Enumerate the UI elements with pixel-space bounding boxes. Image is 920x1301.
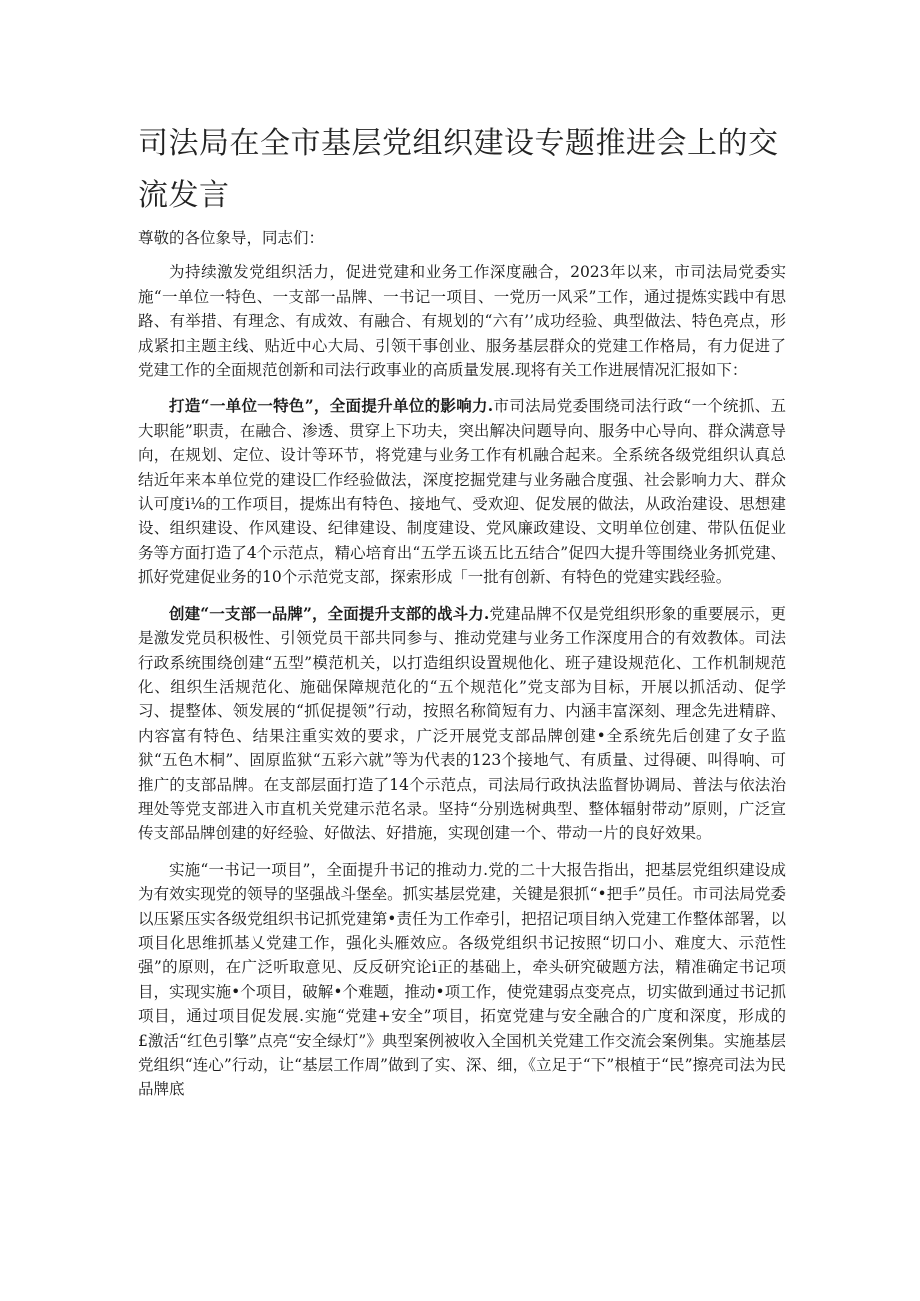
paragraph-unit-feature	[138, 394, 786, 589]
paragraph-secretary-project	[138, 858, 786, 1102]
paragraph-lead: 创建“一支部一品牌”，全面提升支部的战斗力.	[169, 603, 490, 623]
paragraph-text: 市司法局党委围绕司法行政“一个统抓、五大职能”职责，在融合、渗透、贯穿上下功夫，突出解决问题导向、服务中心导向、群众满意导向，在规划、定位、设计等环节，将党建与业务工作有机融合起来。全系统各级党组织认真总结近年来本单位党的建设匚作经验做法，深度挖掘党建与业务融合度强、社会影响力大、群众认可度i⅛的工作项目，提炼出有特色、接地气、受欢迎、促发展的做法，从政治建设、思想建设、组织建设、作风建设、纪律建设、制度建设、党风廉政建设、文明单位创建、带队伍促业务等方面打造了4个示范点，精心培育出“五学五谈五比五结合”促四大提升等围绕业务抓党建、抓好党建促业务的10个示范党支部，探索形成「一批有创新、有特色的党建实践经验。	[138, 397, 786, 587]
document-title: 司法局在全市基层党组织建设专题推进会上的交流发言	[138, 126, 779, 213]
salutation: 尊敬的各位象导，同志们：	[138, 229, 325, 247]
paragraph-lead: 打造“一单位一特色”，全面提升单位的影响力.	[169, 396, 494, 416]
paragraph-intro	[138, 260, 786, 382]
paragraph-text: 为持续激发党组织活力，促进党建和业务工作深度融合，2023年以来，市司法局党委实施“一单位一特色、一支部一品牌、一书记一项目、一党历一风采”工作，通过提炼实践中有思路、有举措、有理念、有成效、有融合、有规划的“六有’’成功经验、典型做法、特色亮点，形成紧扣主题主线、贴近中心大局、引领干事创业、服务基层群众的党建工作格局，有力促进了党建工作的全面规范创新和司法行政事业的高质量发展.现将有关工作进展情况汇报如下：	[138, 263, 786, 380]
paragraph-text: 实施“一书记一项目”，全面提升书记的推动力.党的二十大报告指出，把基层党组织建设成为有效实现党的领导的坚强战斗堡垒。抓实基层党建，关键是狠抓“•把手”员任。市司法局党委以压紧压实各级党组织书记抓党建第•责任为工作牵引，把招记项目纳入党建工作整体部署，以项目化思维抓基乂党建工作，强化头雁效应。各级党组织书记按照“切口小、难度大、示范性强”的原则，在广泛听取意见、反反研究论i正的基础上，牵头研究破题方法，精准确定书记项目，实现实施•个项目，破解•个难题，推动•项工作，使党建弱点变亮点，切实做到通过书记抓项目，通过项目促发展.实施“党建+安全”项目，拓宽党建与安全融合的广度和深度，形成的£激活“红色引擎”点亮“安全绿灯”》典型案例被收入全国机关党建工作交流会案例集。实施基层党组织“连心”行动，让“基层工作周”做到了实、深、细，《立足于“下”根植于“民”擦亮司法为民品牌底	[138, 860, 786, 1099]
document-body	[138, 226, 786, 1114]
paragraph-text: 党建品牌不仅是党组织形象的重要展示，更是激发党员积极性、引领党员干部共同参与、推动党建与业务工作深度用合的有效教体。司法行政系统围绕创建“五型”模范机关，以打造组织设置规他化、班子建设规范化、工作机制规范化、组织生活规范化、施础保障规范化的“五个规范化”党支部为目标，开展以抓活动、促学习、提整体、领发展的“抓促提领”行动，按照名称简短有力、内涵丰富深刻、理念先进精辟、内容富有特色、结果注重实效的要求，广泛开展党支部品牌创建•全系统先后创建了女子监狱“五色木桐”、固原监狱“五彩六就”等为代表的123个接地气、有质量、过得硬、叫得响、可推广的支部品牌。在支部层面打造了14个示范点，司法局行政执法监督协调局、普法与依法治理处等党支部进入市直机关党建示范名录。坚持“分别选树典型、整体辐射带动”原则，广泛宣传支部品牌创建的好经验、好做法、好措施，实现创建一个、带动一片的良好效果。	[138, 604, 786, 843]
paragraph-branch-brand	[138, 602, 786, 846]
